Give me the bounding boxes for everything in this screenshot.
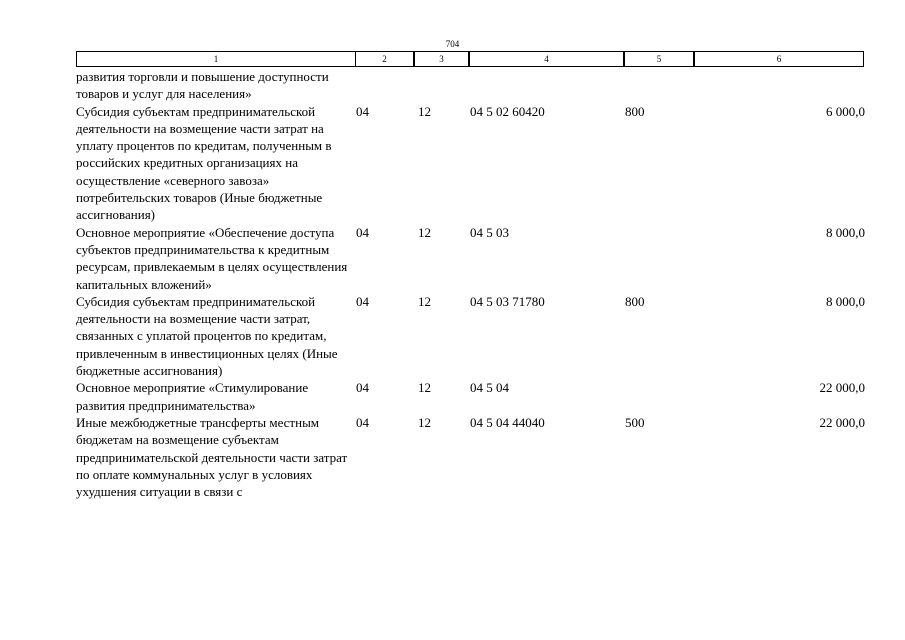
table-row bbox=[76, 103, 865, 224]
row-subsection: 12 bbox=[418, 380, 431, 396]
row-subsection: 12 bbox=[418, 224, 431, 240]
row-amount bbox=[695, 68, 865, 103]
row-description: Основное мероприятие «Стимулирование развития предпринимательства» bbox=[76, 380, 309, 413]
row-subsection bbox=[415, 68, 470, 103]
row-description: Основное мероприятие «Обеспечение доступа субъектов предпринимательства к кредитным ресурсам, привлекаемым в целях осуществления капитальных вложений» bbox=[76, 224, 348, 292]
column-header-3: 3 bbox=[414, 51, 469, 67]
column-header-6: 6 bbox=[694, 51, 864, 67]
row-expense-type bbox=[625, 379, 695, 414]
table-row bbox=[76, 293, 865, 379]
row-amount: 8 000,0 bbox=[826, 224, 865, 240]
row-description: развития торговли и повышение доступности товаров и услуг для населения» bbox=[76, 69, 329, 102]
row-target-article: 04 5 02 60420 bbox=[470, 103, 545, 119]
column-header-4: 4 bbox=[469, 51, 624, 67]
row-section: 04 bbox=[356, 414, 369, 430]
row-target-article: 04 5 03 bbox=[470, 224, 509, 240]
row-expense-type: 500 bbox=[625, 414, 645, 430]
row-target-article: 04 5 04 44040 bbox=[470, 414, 545, 430]
row-description: Субсидия субъектам предпринимательской деятельности на возмещение части затрат, связанных с уплатой процентов по кредитам, привлеченным в инвестиционных целях (Иные бюджетные ассигнования) bbox=[76, 293, 338, 379]
row-section bbox=[356, 68, 415, 103]
row-target-article bbox=[470, 68, 625, 103]
budget-table-body bbox=[76, 68, 865, 500]
column-header-1: 1 bbox=[76, 51, 356, 67]
row-expense-type bbox=[625, 68, 695, 103]
page-number: 704 bbox=[445, 39, 460, 49]
row-target-article: 04 5 03 71780 bbox=[470, 293, 545, 309]
row-target-article: 04 5 04 bbox=[470, 380, 509, 396]
row-amount: 8 000,0 bbox=[826, 293, 865, 309]
row-section: 04 bbox=[356, 224, 369, 240]
row-section: 04 bbox=[356, 380, 369, 396]
row-description: Иные межбюджетные трансферты местным бюджетам на возмещение субъектам предпринимательской деятельности части затрат по оплате коммунальных услуг в условиях ухудшения ситуации в связи с bbox=[76, 414, 348, 500]
table-row bbox=[76, 68, 865, 103]
row-subsection: 12 bbox=[418, 293, 431, 309]
row-expense-type bbox=[625, 224, 695, 293]
row-amount: 6 000,0 bbox=[826, 103, 865, 119]
row-amount: 22 000,0 bbox=[819, 380, 865, 396]
row-subsection: 12 bbox=[418, 103, 431, 119]
row-description: Субсидия субъектам предпринимательской деятельности на возмещение части затрат на уплату процентов по кредитам, полученным в российских кредитных организациях на осуществление «северного завоза» потребительских товаров (Иные бюджетные ассигнования) bbox=[76, 103, 332, 223]
column-header-2: 2 bbox=[355, 51, 414, 67]
row-section: 04 bbox=[356, 293, 369, 309]
row-expense-type: 800 bbox=[625, 293, 645, 309]
table-row bbox=[76, 414, 865, 500]
row-amount: 22 000,0 bbox=[819, 414, 865, 430]
row-expense-type: 800 bbox=[625, 103, 645, 119]
row-section: 04 bbox=[356, 103, 369, 119]
row-subsection: 12 bbox=[418, 414, 431, 430]
table-row bbox=[76, 379, 865, 414]
column-header-5: 5 bbox=[624, 51, 694, 67]
table-row bbox=[76, 224, 865, 293]
